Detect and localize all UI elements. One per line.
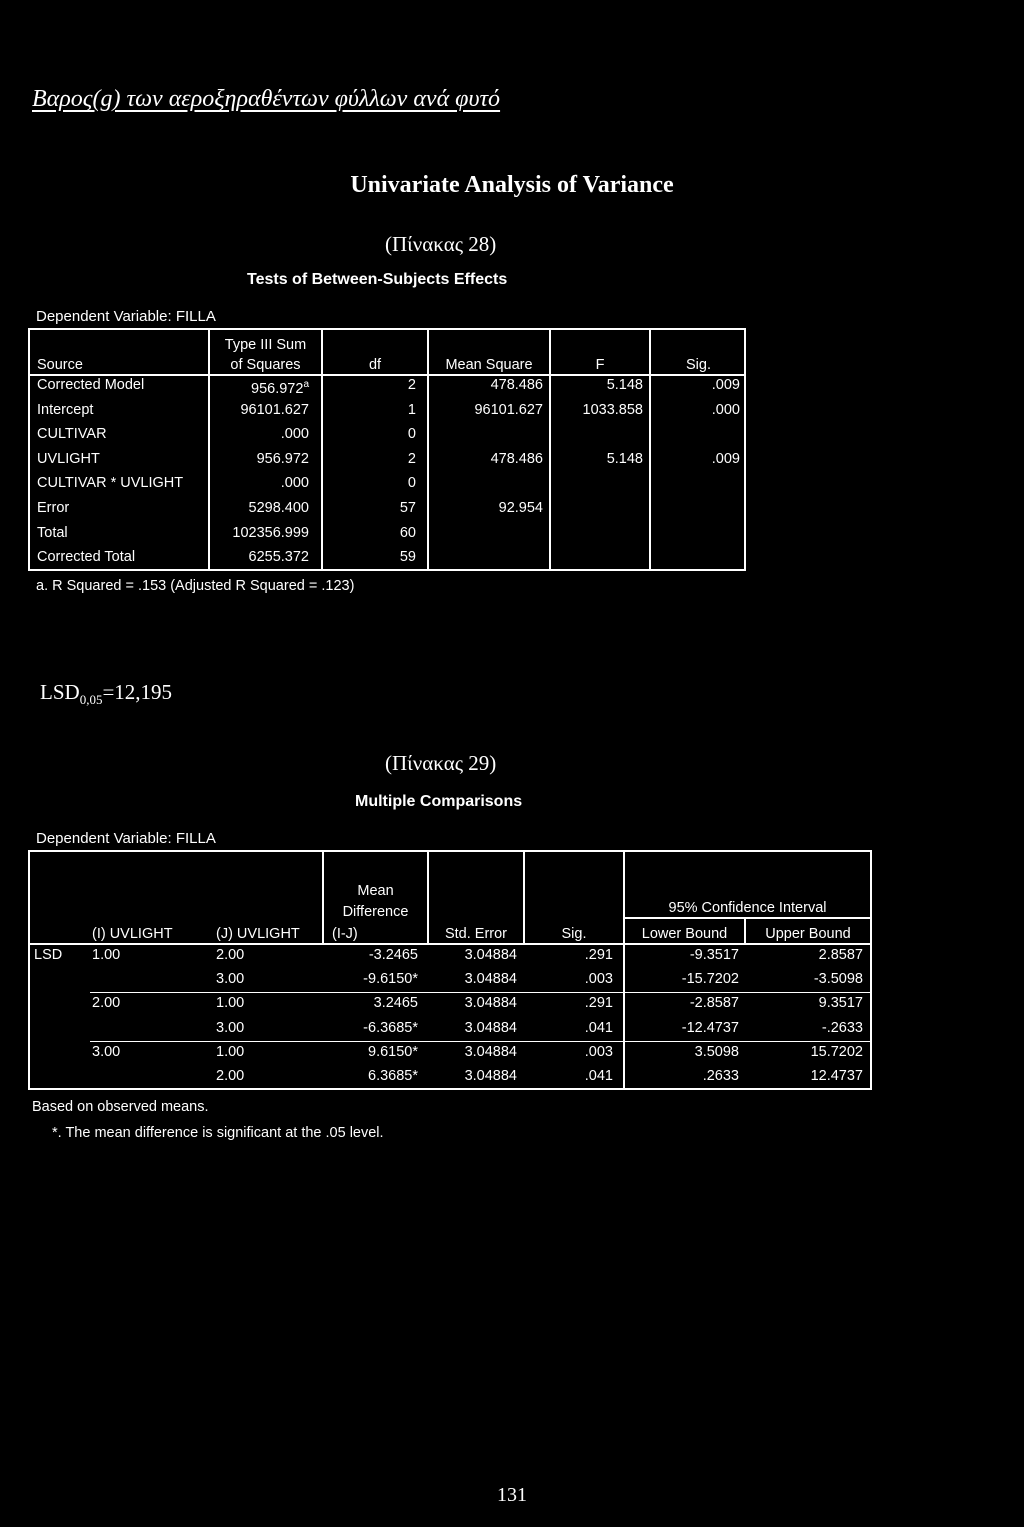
lsd-prefix: LSD <box>40 680 80 704</box>
cell-f-value: 5.148 <box>606 450 643 467</box>
header-md-line3: (I-J) <box>332 926 358 942</box>
cell-df-value: 0 <box>407 426 416 443</box>
cell-source <box>37 425 207 443</box>
group-divider <box>90 992 870 993</box>
cell-sig: .003 <box>584 971 613 988</box>
header-j-uvlight: (J) UVLIGHT <box>216 926 300 942</box>
cell-lower-bound: -9.3517 <box>689 947 739 963</box>
footnote-superscript: a <box>303 379 309 390</box>
header-std-error: Std. Error <box>444 926 508 942</box>
cell-upper-bound: 15.7202 <box>810 1043 863 1060</box>
cell-mean-difference: 9.6150* <box>368 1043 418 1060</box>
cell-lower-bound: -2.8587 <box>689 995 739 1012</box>
cell-std-error: 3.04884 <box>464 1068 517 1084</box>
cell-source-value: Total <box>37 524 68 541</box>
cell-upper-bound: 12.4737 <box>810 1068 863 1084</box>
cell-sig-value: .009 <box>711 450 740 467</box>
cell-f-value: 5.148 <box>606 377 643 393</box>
cell-source-value: Corrected Model <box>37 377 145 393</box>
header-upper-bound: Upper Bound <box>765 926 851 942</box>
cell-mean-difference: -3.2465 <box>368 947 418 963</box>
cell-sum-of-squares <box>210 499 309 517</box>
comparisons-note-significance <box>52 1125 384 1141</box>
cell-lower-bound: .2633 <box>702 1068 739 1084</box>
header-source: Source <box>37 357 83 373</box>
cell-df-value: 2 <box>407 450 416 467</box>
cell-df <box>323 474 416 492</box>
anova-table <box>28 328 746 571</box>
method-label: LSD <box>34 947 63 963</box>
cell-df <box>323 425 416 443</box>
cell-mean-square-value: 478.486 <box>490 377 543 393</box>
cell-sum-of-squares-value: 96101.627 <box>240 401 309 418</box>
cell-mean-difference: -9.6150* <box>363 971 418 988</box>
comparisons-note-observed-means: Based on observed means. <box>32 1099 209 1115</box>
group-divider <box>90 1041 870 1042</box>
header-i-uvlight: (I) UVLIGHT <box>92 926 173 942</box>
lsd-number: =12,195 <box>102 680 173 704</box>
cell-sig <box>651 376 740 394</box>
cell-sum-of-squares <box>210 524 309 542</box>
cell-source-value: CULTIVAR * UVLIGHT <box>37 475 184 492</box>
cell-source-value: UVLIGHT <box>37 450 100 467</box>
cell-df-value: 0 <box>407 475 416 492</box>
cell-f <box>551 450 643 468</box>
cell-mean-square <box>429 376 543 394</box>
cell-mean-square-value: 92.954 <box>498 500 543 516</box>
cell-df-value: 1 <box>407 401 416 418</box>
cell-source <box>37 548 207 566</box>
cell-mean-difference: 6.3685* <box>368 1068 418 1084</box>
lsd-value <box>40 680 172 708</box>
cell-sig-value: .009 <box>711 377 740 393</box>
cell-sum-of-squares <box>210 474 309 492</box>
cell-mean-square <box>429 450 543 468</box>
header-confidence-interval: 95% Confidence Interval <box>668 900 827 916</box>
cell-i-uvlight: 2.00 <box>92 995 121 1012</box>
cell-source-value: CULTIVAR <box>37 426 107 443</box>
cell-df <box>323 401 416 419</box>
cell-sig <box>651 450 740 468</box>
cell-std-error: 3.04884 <box>464 1019 517 1036</box>
header-lower-bound: Lower Bound <box>641 926 728 942</box>
cell-j-uvlight: 2.00 <box>216 1068 245 1084</box>
cell-upper-bound: -3.5098 <box>813 971 863 988</box>
cell-df-value: 57 <box>399 500 416 516</box>
analysis-title: Univariate Analysis of Variance <box>350 172 674 198</box>
header-md-line1: Mean <box>357 883 394 899</box>
significance-marker: *. <box>52 1125 62 1141</box>
cell-sum-of-squares-value: 6255.372 <box>248 549 309 566</box>
cell-sig-value: .000 <box>711 401 740 418</box>
cell-mean-difference: -6.3685* <box>363 1019 418 1036</box>
cell-i-uvlight: 3.00 <box>92 1043 121 1060</box>
cell-std-error: 3.04884 <box>464 1043 517 1060</box>
cell-std-error: 3.04884 <box>464 971 517 988</box>
anova-dependent-variable: Dependent Variable: FILLA <box>36 308 216 325</box>
cell-source <box>37 401 207 419</box>
cell-sum-of-squares <box>210 425 309 443</box>
comparisons-dependent-variable: Dependent Variable: FILLA <box>36 830 216 847</box>
cell-sum-of-squares <box>210 401 309 419</box>
header-ss-line1: Type III Sum <box>224 337 307 353</box>
significance-text: The mean difference is significant at the .05 level. <box>65 1125 384 1141</box>
cell-j-uvlight: 1.00 <box>216 1043 245 1060</box>
cell-sig: .003 <box>584 1043 613 1060</box>
cell-std-error: 3.04884 <box>464 995 517 1012</box>
cell-std-error: 3.04884 <box>464 947 517 963</box>
cell-df <box>323 548 416 566</box>
cell-sig: .041 <box>584 1019 613 1036</box>
header-sig: Sig. <box>686 357 711 373</box>
header-ss-line2: of Squares <box>230 357 301 373</box>
cell-mean-square-value: 96101.627 <box>474 401 543 418</box>
footnote-text: R Squared = .153 (Adjusted R Squared = .123) <box>52 578 355 594</box>
cell-sum-of-squares <box>210 548 309 566</box>
cell-source <box>37 499 207 517</box>
cell-df-value: 59 <box>399 549 416 566</box>
cell-f <box>551 401 643 419</box>
cell-sum-of-squares <box>210 376 309 398</box>
cell-df <box>323 376 416 394</box>
cell-sum-of-squares-value: 956.972 <box>251 380 304 397</box>
cell-sum-of-squares-value: 5298.400 <box>248 500 309 516</box>
cell-j-uvlight: 3.00 <box>216 1019 245 1036</box>
cell-f <box>551 376 643 394</box>
header-f: F <box>595 357 605 373</box>
cell-source-value: Error <box>37 500 70 516</box>
cell-source <box>37 524 207 542</box>
cell-upper-bound: 2.8587 <box>818 947 863 963</box>
cell-sig: .291 <box>584 995 613 1012</box>
header-sig: Sig. <box>561 926 587 942</box>
cell-sig: .291 <box>584 947 613 963</box>
cell-df <box>323 499 416 517</box>
header-md-line2: Difference <box>342 904 409 920</box>
cell-source-value: Intercept <box>37 401 94 418</box>
cell-j-uvlight: 1.00 <box>216 995 245 1012</box>
cell-source <box>37 376 207 394</box>
cell-f-value: 1033.858 <box>582 401 643 418</box>
cell-mean-square-value: 478.486 <box>490 450 543 467</box>
cell-source <box>37 450 207 468</box>
cell-j-uvlight: 2.00 <box>216 947 245 963</box>
cell-sig <box>651 401 740 419</box>
anova-table-title: Tests of Between-Subjects Effects <box>247 271 508 288</box>
cell-mean-difference: 3.2465 <box>373 995 418 1012</box>
header-mean-square: Mean Square <box>445 357 533 373</box>
lsd-subscript: 0,05 <box>79 692 103 708</box>
table-28-number: (Πίνακας 28) <box>385 232 497 256</box>
cell-mean-square <box>429 401 543 419</box>
cell-df <box>323 524 416 542</box>
cell-j-uvlight: 3.00 <box>216 971 245 988</box>
cell-sum-of-squares-value: .000 <box>280 426 309 443</box>
cell-source-value: Corrected Total <box>37 549 136 566</box>
page-number: 131 <box>497 1484 527 1506</box>
cell-upper-bound: -.2633 <box>821 1019 863 1036</box>
table-29-number: (Πίνακας 29) <box>385 751 497 775</box>
cell-lower-bound: -15.7202 <box>681 971 739 988</box>
cell-df-value: 2 <box>407 377 416 393</box>
footnote-marker: a. <box>36 578 49 594</box>
cell-sum-of-squares-value: .000 <box>280 475 309 492</box>
cell-sum-of-squares-value: 102356.999 <box>232 524 309 541</box>
page-heading: Βαρος(g) των αεροξηραθέντων φύλλων ανά φυτό <box>32 86 501 112</box>
cell-lower-bound: -12.4737 <box>681 1019 739 1036</box>
cell-upper-bound: 9.3517 <box>818 995 863 1012</box>
comparisons-table-title: Multiple Comparisons <box>355 793 523 810</box>
cell-lower-bound: 3.5098 <box>694 1043 739 1060</box>
cell-sum-of-squares-value: 956.972 <box>256 450 309 467</box>
cell-sig: .041 <box>584 1068 613 1084</box>
cell-sum-of-squares <box>210 450 309 468</box>
anova-footnote <box>36 578 354 594</box>
comparisons-table <box>28 850 872 1090</box>
cell-df <box>323 450 416 468</box>
cell-mean-square <box>429 499 543 517</box>
cell-i-uvlight: 1.00 <box>92 947 121 963</box>
cell-source <box>37 474 207 492</box>
cell-df-value: 60 <box>399 524 416 541</box>
header-df: df <box>368 357 382 373</box>
